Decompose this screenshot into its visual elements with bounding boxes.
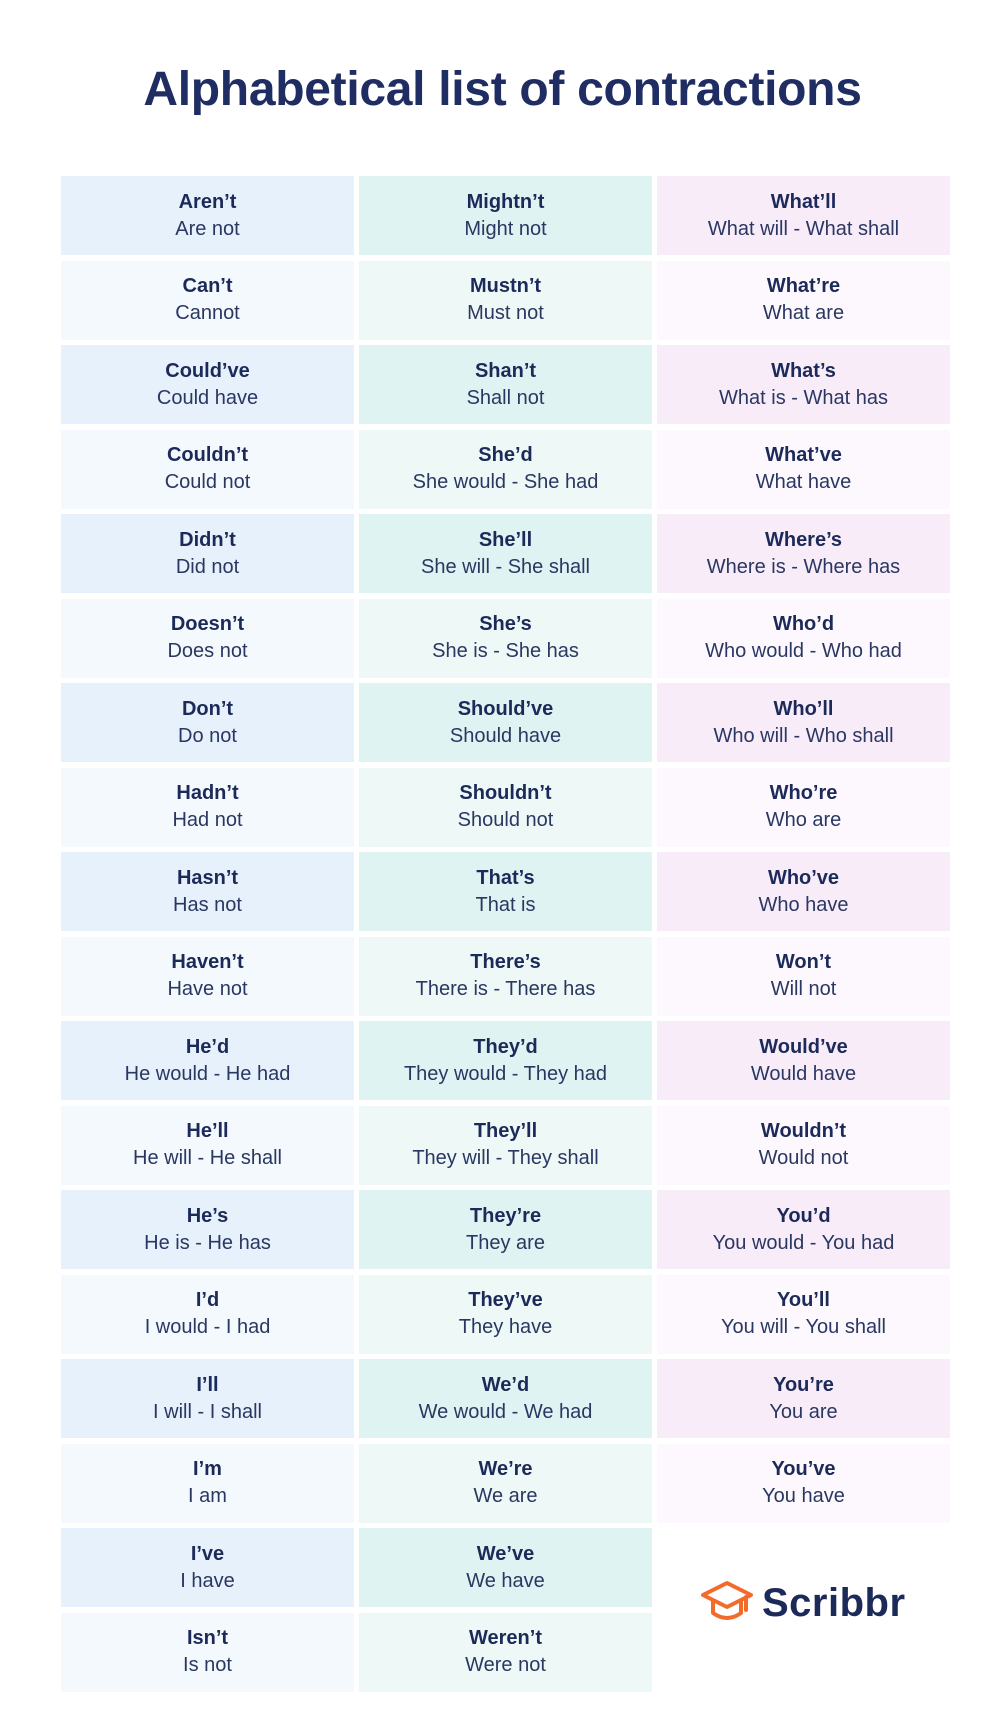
contraction-meaning: He would - He had <box>124 1062 291 1085</box>
contraction-meaning: Should not <box>457 809 554 831</box>
contraction-meaning: We would - We had <box>418 1400 593 1423</box>
contraction-term: You’re <box>773 1373 834 1396</box>
contraction-term: Couldn’t <box>166 444 249 466</box>
contraction-meaning: What have <box>755 471 852 493</box>
contraction-term: He’s <box>186 1204 229 1227</box>
contraction-term: Can’t <box>182 275 233 297</box>
contraction-term: You’ve <box>771 1458 836 1480</box>
contraction-meaning: I would - I had <box>144 1316 271 1338</box>
contraction-meaning: They would - They had <box>403 1062 608 1085</box>
contraction-term: You’ll <box>777 1289 830 1311</box>
contraction-meaning: Who are <box>765 809 842 831</box>
contraction-cell <box>657 1275 950 1354</box>
contraction-meaning: What will - What shall <box>707 217 900 240</box>
contraction-cell <box>359 599 652 678</box>
contraction-term: Don’t <box>181 697 234 720</box>
contraction-term: Mustn’t <box>469 275 542 297</box>
contraction-term: You’d <box>776 1204 831 1227</box>
contraction-term: Aren’t <box>178 190 237 213</box>
contraction-term: Didn’t <box>179 528 236 551</box>
contraction-cell <box>657 852 950 931</box>
contraction-term: We’re <box>478 1458 533 1480</box>
contraction-meaning: I am <box>188 1485 227 1507</box>
contraction-meaning: Did not <box>175 555 240 578</box>
contraction-cell <box>359 1190 652 1269</box>
contraction-cell <box>61 1275 354 1354</box>
contraction-cell <box>61 345 354 424</box>
contraction-term: Should’ve <box>457 697 554 720</box>
contraction-term: Would’ve <box>759 1035 848 1058</box>
contraction-meaning: You would - You had <box>712 1231 895 1254</box>
contraction-meaning: She will - She shall <box>421 555 590 578</box>
contraction-cell <box>657 176 950 255</box>
page-title: Alphabetical list of contractions <box>143 63 862 116</box>
contraction-term: Mightn’t <box>466 190 545 213</box>
contractions-column-3 <box>657 176 950 1528</box>
contraction-term: They’d <box>473 1035 538 1058</box>
contraction-cell <box>61 1528 354 1607</box>
contraction-meaning: They are <box>466 1231 545 1254</box>
contraction-term: We’ve <box>476 1542 535 1565</box>
contraction-meaning: Could not <box>164 471 251 493</box>
contraction-meaning: We are <box>473 1485 538 1507</box>
contraction-meaning: He will - He shall <box>133 1147 282 1169</box>
contraction-meaning: They will - They shall <box>412 1147 599 1169</box>
contraction-meaning: Are not <box>175 217 240 240</box>
contraction-cell <box>657 1106 950 1185</box>
contraction-cell <box>657 430 950 509</box>
contraction-cell <box>359 1021 652 1100</box>
contraction-cell <box>359 345 652 424</box>
contraction-cell <box>359 852 652 931</box>
graduation-cap-icon <box>700 1580 754 1626</box>
contraction-cell <box>61 1190 354 1269</box>
contraction-meaning: Who would - Who had <box>705 640 902 662</box>
contraction-meaning: You will - You shall <box>721 1316 886 1338</box>
contraction-meaning: She is - She has <box>432 640 579 662</box>
contraction-meaning: Is not <box>183 1654 232 1676</box>
contraction-cell <box>359 176 652 255</box>
brand-name: Scribbr <box>762 1580 906 1625</box>
contraction-meaning: We have <box>466 1569 545 1592</box>
contraction-term: I’ll <box>196 1373 219 1396</box>
contraction-term: Who’ll <box>773 697 834 720</box>
contraction-cell <box>61 1106 354 1185</box>
contraction-cell <box>61 937 354 1016</box>
contraction-meaning: Where is - Where has <box>706 555 901 578</box>
contraction-cell <box>657 345 950 424</box>
contraction-cell <box>657 261 950 340</box>
contraction-cell <box>359 1359 652 1438</box>
contraction-meaning: Will not <box>770 978 837 1000</box>
contraction-term: Shan’t <box>474 359 537 382</box>
contraction-cell <box>61 1359 354 1438</box>
contraction-term: I’ve <box>190 1542 225 1565</box>
contraction-cell <box>61 261 354 340</box>
contraction-cell <box>61 1613 354 1692</box>
contraction-term: There’s <box>470 951 541 973</box>
contraction-cell <box>657 599 950 678</box>
contraction-term: We’d <box>481 1373 530 1396</box>
contraction-cell <box>359 683 652 762</box>
contraction-term: They’ll <box>473 1120 538 1142</box>
contraction-cell <box>61 768 354 847</box>
contraction-term: Won’t <box>775 951 832 973</box>
contraction-term: Who’d <box>772 613 835 635</box>
contraction-meaning: Has not <box>173 893 242 916</box>
contraction-meaning: What are <box>762 302 845 324</box>
contraction-term: Who’re <box>769 782 838 804</box>
contraction-term: Wouldn’t <box>760 1120 847 1142</box>
contraction-term: Where’s <box>764 528 843 551</box>
contraction-meaning: I will - I shall <box>153 1400 262 1423</box>
contraction-meaning: Had not <box>172 809 243 831</box>
contraction-term: What’ll <box>770 190 837 213</box>
contraction-meaning: Who have <box>758 893 849 916</box>
contraction-term: Doesn’t <box>170 613 245 635</box>
contraction-cell <box>359 1275 652 1354</box>
contraction-meaning: There is - There has <box>415 978 596 1000</box>
contraction-meaning: I have <box>180 1569 235 1592</box>
contraction-term: I’m <box>193 1458 222 1480</box>
contractions-column-2 <box>359 176 652 1697</box>
contraction-meaning: Does not <box>167 640 248 662</box>
contraction-cell <box>61 683 354 762</box>
contraction-meaning: Have not <box>167 978 248 1000</box>
contraction-term: What’s <box>771 359 836 382</box>
contraction-meaning: Shall not <box>466 386 545 409</box>
contraction-term: What’re <box>766 275 841 297</box>
contraction-meaning: Cannot <box>175 302 240 324</box>
contraction-meaning: Should have <box>449 724 562 747</box>
contraction-cell <box>657 514 950 593</box>
contraction-meaning: He is - He has <box>144 1231 271 1254</box>
contraction-cell <box>657 1359 950 1438</box>
contraction-meaning: What is - What has <box>719 386 888 409</box>
contraction-cell <box>359 1613 652 1692</box>
contractions-column-1 <box>61 176 354 1697</box>
contraction-cell <box>657 1190 950 1269</box>
contraction-meaning: That is <box>475 893 536 916</box>
contraction-cell <box>657 1021 950 1100</box>
contraction-term: Hadn’t <box>176 782 239 804</box>
contraction-cell <box>359 1106 652 1185</box>
contraction-meaning: Were not <box>465 1654 546 1676</box>
contraction-term: I’d <box>195 1289 220 1311</box>
contraction-meaning: She would - She had <box>412 471 599 493</box>
contraction-term: They’ve <box>468 1289 543 1311</box>
contraction-cell <box>61 1444 354 1523</box>
contraction-meaning: Do not <box>178 724 237 747</box>
contraction-term: Hasn’t <box>176 866 239 889</box>
contraction-meaning: You have <box>762 1485 845 1507</box>
contraction-term: Weren’t <box>469 1627 542 1649</box>
contraction-cell <box>657 937 950 1016</box>
contraction-cell <box>359 1444 652 1523</box>
contraction-term: She’s <box>479 613 532 635</box>
contraction-meaning: Would have <box>750 1062 857 1085</box>
contraction-cell <box>359 261 652 340</box>
contraction-term: Haven’t <box>171 951 244 973</box>
contraction-cell <box>61 430 354 509</box>
scribbr-logo <box>700 1580 906 1626</box>
contraction-cell <box>359 1528 652 1607</box>
contraction-term: He’ll <box>186 1120 229 1142</box>
contraction-term: That’s <box>476 866 535 889</box>
contraction-cell <box>61 514 354 593</box>
contraction-meaning: Could have <box>156 386 259 409</box>
contraction-cell <box>657 1444 950 1523</box>
contraction-term: She’d <box>478 444 533 466</box>
contraction-term: What’ve <box>765 444 842 466</box>
contraction-meaning: Might not <box>464 217 547 240</box>
contraction-meaning: Must not <box>467 302 544 324</box>
contraction-meaning: Would not <box>758 1147 849 1169</box>
contraction-term: He’d <box>185 1035 230 1058</box>
contraction-meaning: Who will - Who shall <box>713 724 894 747</box>
contraction-term: Isn’t <box>186 1627 229 1649</box>
contraction-cell <box>359 937 652 1016</box>
contraction-cell <box>359 514 652 593</box>
contraction-term: Who’ve <box>767 866 840 889</box>
contraction-cell <box>61 852 354 931</box>
contraction-cell <box>61 599 354 678</box>
contraction-cell <box>657 768 950 847</box>
contraction-cell <box>657 683 950 762</box>
contraction-cell <box>359 430 652 509</box>
contraction-term: She’ll <box>478 528 533 551</box>
contraction-term: Shouldn’t <box>459 782 552 804</box>
contraction-term: They’re <box>469 1204 542 1227</box>
contraction-cell <box>61 1021 354 1100</box>
contraction-meaning: They have <box>458 1316 553 1338</box>
contraction-term: Could’ve <box>165 359 250 382</box>
contraction-meaning: You are <box>769 1400 838 1423</box>
contraction-cell <box>359 768 652 847</box>
contraction-cell <box>61 176 354 255</box>
